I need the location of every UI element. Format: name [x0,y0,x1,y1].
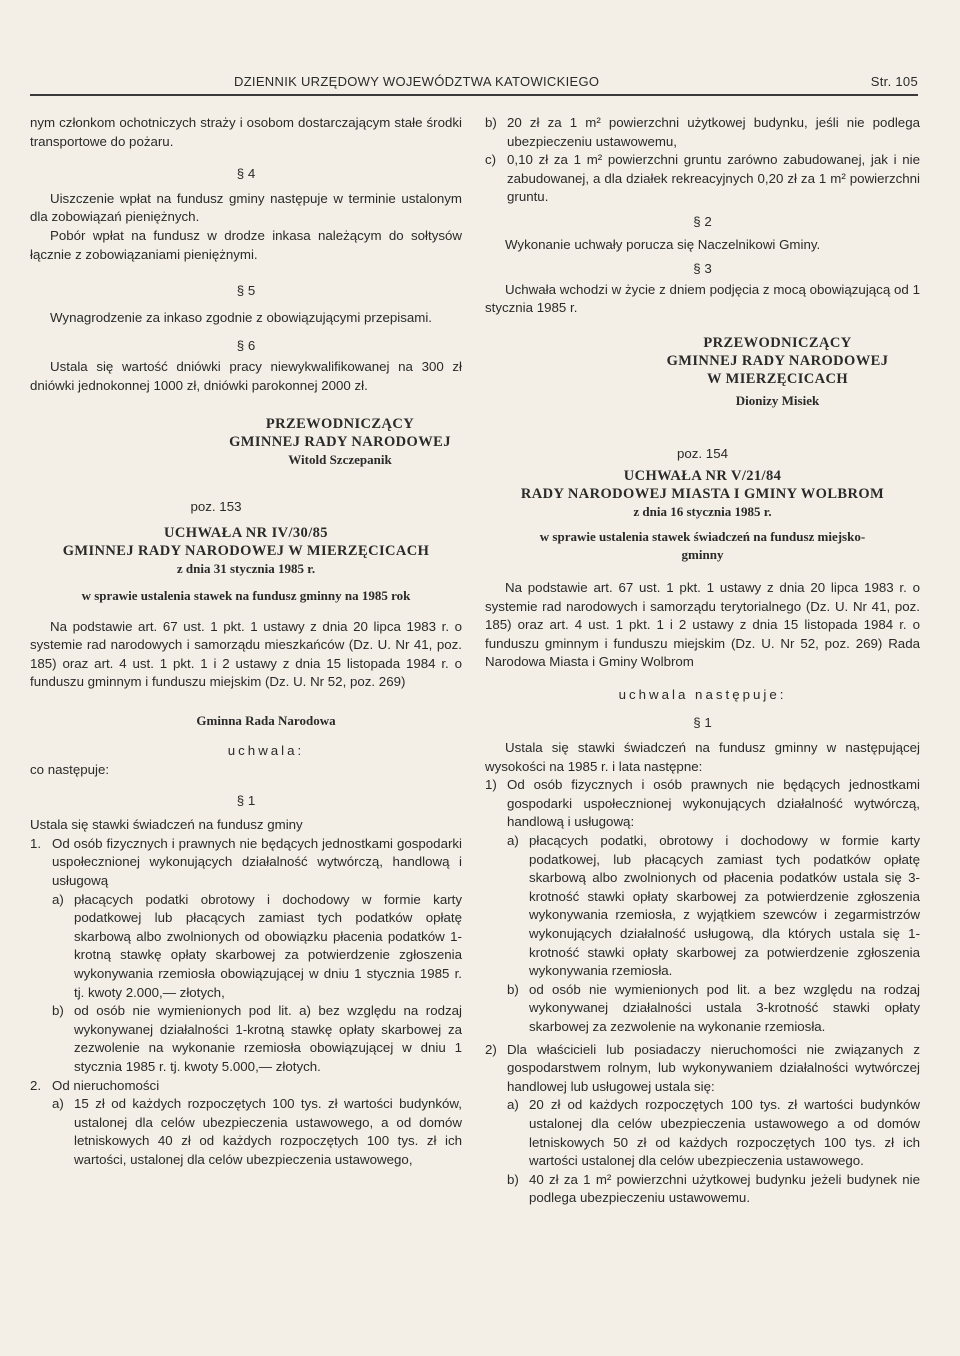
paragraph: Ustala się stawki świadczeń na fundusz gminny w następującej wysokości na 1985 r. i lata następne: [485,740,920,774]
position-number: poz. 154 [676,445,728,461]
list-subitem: a) płacących podatki, obrotowy i dochodowy w formie karty podatkowej, lub płacących zamiast tych podatków opłatę skarbową albo zwolnionych od płacenia podatków ustala się 3-krotność stawki opłaty skarbowej za potwierdzenie zgłoszenia wykonywania rzemiosła, z wyjątkiem szewców i zegarmistrzów wykonujących działalność usługową, dla których ustala się 1-krotność stawki opłaty skarbowej za potwierdzenie zgłoszenia wykonywania rzemiosła. [507,833,920,979]
signature-org: GMINNEJ RADY NARODOWEJ [666,352,889,369]
legal-basis: Na podstawie art. 67 ust. 1 pkt. 1 ustawy z dnia 20 lipca 1983 r. o systemie rad narodowych i samorządu mieszkańców (Dz. U. Nr 41, poz. 185) oraz art. 4 ust. 1 pkt. 1 i 2 ustawy z dnia 15 listopada 1984 r. o funduszu gminnym i funduszu miejskim (Dz. U. Nr 52, poz. 269) [30,618,462,690]
section-mark: § 2 [693,213,712,229]
list-subitem: b) 20 zł za 1 m² powierzchni użytkowej budynku, jeśli nie podlega ubezpieczeniu ustawowemu, [485,115,920,149]
list-subitem: a) 15 zł od każdych rozpoczętych 100 tys. zł wartości budynków, ustalonej dla celów ubezpieczenia ustawowego, a od domów letniskowych 40 zł od każdych rozpoczętych 100 tys. zł ich wartości, ustalonej dla celów ubezpieczenia ustawowego, [52,1096,462,1167]
list-subitem: a) płacących podatki obrotowy i dochodowy w formie karty podatkowej lub płacących zamiast tych podatków opłatę skarbową albo zwolnionych od obowiązku płacenia podatków 1-krotną stawkę opłaty skarbowej za potwierdzenie zgłoszenia wykonywania rzemiosła obowiązującej w dniu 1 stycznia 1985 r. tj. kwoty 2.000,— złotych, [52,891,462,1000]
journal-title: DZIENNIK URZĘDOWY WOJEWÓDZTWA KATOWICKIEGO [234,74,600,89]
position-number: poz. 153 [190,498,242,514]
resolves-continuation: co następuje: [30,762,110,778]
signature-org: W MIERZĘCICACH [706,370,849,387]
council-name: Gminna Rada Narodowa [196,712,336,728]
list-item: 1. Od osób fizycznych i prawnych nie będących jednostkami gospodarki uspołecznionej wykonujących działalność wytwórczą, handlową i usługową [30,835,462,889]
page-number: Str. 105 [870,74,918,89]
resolution-body: RADY NARODOWEJ MIASTA I GMINY WOLBROM [520,486,885,503]
list-subitem: c) 0,10 zł za 1 m² powierzchni gruntu zarówno zabudowanej, jak i nie zabudowanej, a dla działek rekreacyjnych 0,20 zł za 1 m² powierzchni gruntu. [485,152,920,205]
paragraph: Wykonanie uchwały porucza się Naczelnikowi Gminy. [505,236,821,252]
resolution-title: UCHWAŁA NR IV/30/85 [164,525,328,542]
signature-org: GMINNEJ RADY NARODOWEJ [229,434,451,451]
list-item: 2. Od nieruchomości [30,1077,160,1093]
section-mark: § 1 [236,792,256,808]
list-item: 1) Od osób fizycznych i osób prawnych nie będących jednostkami gospodarki uspołecznionej wykonujących działalność wytwórczą, handlową i usługową: [485,777,920,830]
signature-title: PRZEWODNICZĄCY [265,416,415,433]
list-item: 2) Dla właścicieli lub posiadaczy nieruchomości nie związanych z gospodarstwem rolnym, lub wykonywaniem działalności wytwórczej handlowej lub usługowej ustala się: [485,1041,920,1094]
resolution-body: GMINNEJ RADY NARODOWEJ W MIERZĘCICACH [62,543,430,560]
resolution-subject: w sprawie ustalenia stawek na fundusz gminny na 1985 rok [81,587,411,603]
section-mark: § 5 [236,283,256,299]
list-subitem: b) od osób nie wymienionych pod lit. a bez względu na rodzaj wykonywanej działalności ustala 3-krotność stawki opłaty skarbowej za zezwolenie na wykonanie rzemiosła. [507,981,920,1034]
signature-block [635,334,920,411]
signature-block [220,415,460,470]
section-mark: § 1 [693,715,712,731]
resolves-label: uchwala następuje: [618,686,787,702]
signature-name: Dionizy Misiek [735,392,820,408]
legal-basis: Na podstawie art. 67 ust. 1 pkt. 1 ustawy z dnia 20 lipca 1983 r. o systemie rad narodowych i samorządu terytorialnego (Dz. U. Nr 41, poz. 185) oraz art. 4 ust. 1 pkt. 1 i 2 ustawy z dnia 15 listopada 1984 r. o funduszu gminnym i funduszu miejskim (Dz. U. Nr 52, poz. 269) Rada Narodowa Miasta i Gminy Wolbrom [485,579,920,670]
resolution-date: z dnia 16 stycznia 1985 r. [633,504,772,520]
resolution-subject: w sprawie ustalenia stawek świadczeń na fundusz miejsko-gminny [539,528,866,563]
paragraph: Ustala się wartość dniówki pracy niewykwalifikowanej na 300 zł dniówki jednokonnej 1000 zł, dniówki parokonnej 2000 zł. [30,358,462,393]
left-column [30,114,462,1170]
resolves-label: uchwala: [227,743,305,759]
paragraph: Ustala się stawki świadczeń na fundusz gminy [30,817,303,833]
paragraph: Pobór wpłat na fundusz w drodze inkasa należącym do sołtysów łącznie z zobowiązaniami pieniężnymi. [30,227,462,262]
paragraph: nym członkom ochotniczych straży i osobom dostarczającym stałe środki transportowe do pożaru. [30,115,462,149]
resolution-title: UCHWAŁA NR V/21/84 [623,468,782,485]
paragraph: Uiszczenie wpłat na fundusz gminy następuje w terminie ustalonym dla zobowiązań pieniężnych. [30,190,462,225]
signature-title: PRZEWODNICZĄCY [703,334,852,351]
resolution-date: z dnia 31 stycznia 1985 r. [176,561,316,577]
paragraph: Wynagrodzenie za inkaso zgodnie z obowiązującymi przepisami. [50,309,432,325]
list-subitem: b) 40 zł za 1 m² powierzchni użytkowej budynku jeżeli budynek nie podlega ubezpieczeniu ustawowemu. [507,1171,920,1206]
header-rule [30,94,918,96]
list-subitem: b) od osób nie wymienionych pod lit. a) bez względu na rodzaj wykonywanej działalności 1-krotną stawkę opłaty skarbowej za zezwolenie na wykonanie rzemiosła obowiązującej w dniu 1 stycznia 1985 r. tj. kwoty 5.000,— złotych. [52,1003,462,1074]
right-column [485,114,920,1208]
paragraph: Uchwała wchodzi w życie z dniem podjęcia z mocą obowiązującą od 1 stycznia 1985 r. [485,281,920,316]
section-mark: § 4 [236,166,256,182]
page-header [30,74,918,94]
section-mark: § 6 [236,338,256,354]
signature-name: Witold Szczepanik [288,452,392,468]
list-subitem: a) 20 zł od każdych rozpoczętych 100 tys. zł wartości budynków ustalonej dla celów ubezpieczenia ustawowego a od domów letniskowych 50 zł od każdych rozpoczętych 100 tys. zł ich wartości ustalonej dla celów ubezpieczenia ustawowego. [507,1097,920,1169]
section-mark: § 3 [693,261,712,277]
